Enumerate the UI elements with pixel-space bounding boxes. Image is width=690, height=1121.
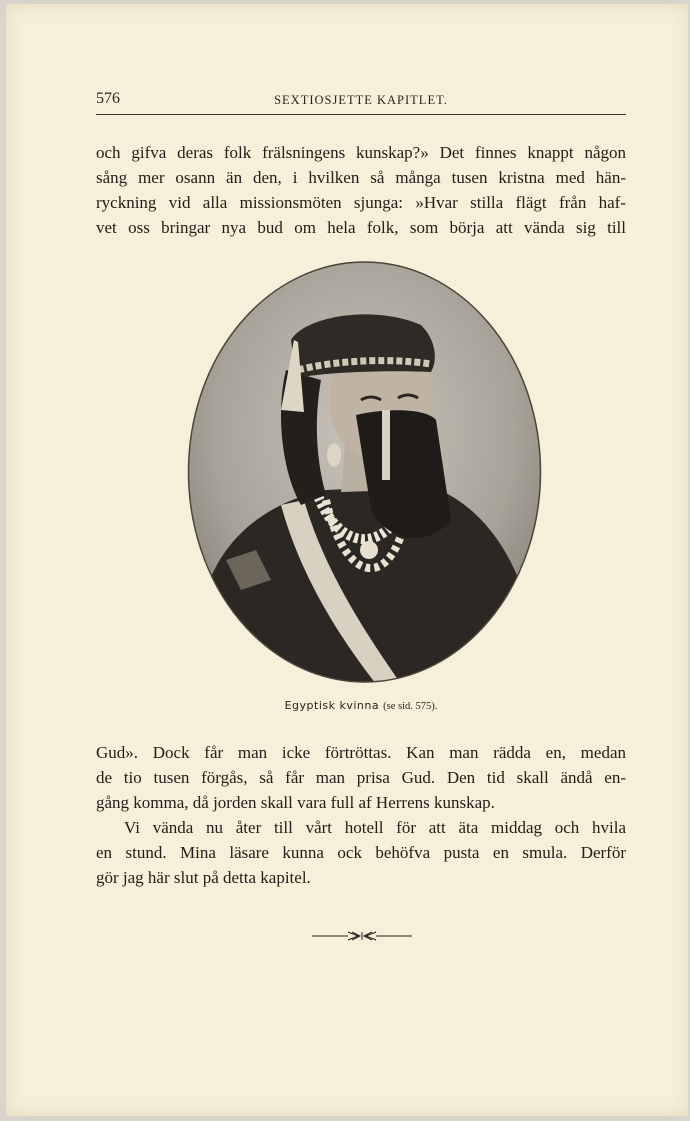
text-line: gång komma, då jorden skall vara full af Herrens kunskap. xyxy=(96,793,495,812)
text-line: gör jag här slut på detta kapitel. xyxy=(96,868,311,887)
caption-main: Egyptisk kvinna xyxy=(284,699,380,712)
portrait-illustration xyxy=(186,260,543,684)
text-line: Vi vända nu åter till vårt hotell för att äta middag och hvila xyxy=(124,818,626,837)
page-header xyxy=(96,90,626,115)
caption-reference: (se sid. 575). xyxy=(383,701,438,712)
running-head: SEXTIOSJETTE KAPITLET. xyxy=(274,93,448,107)
text-line: de tio tusen förgås, så får man prisa Gud. Den tid skall ändå en- xyxy=(96,768,626,787)
figure-caption xyxy=(96,699,626,712)
text-line: sång mer osann än den, i hvilken så många tusen kristna med hän- xyxy=(96,168,626,187)
text-line: ryckning vid alla missionsmöten sjunga: »Hvar stilla flägt från haf- xyxy=(96,193,626,212)
text-line: vet oss bringar nya bud om hela folk, som börja att vända sig till xyxy=(96,218,626,237)
text-line: en stund. Mina läsare kunna ock behöfva pusta en smula. Derför xyxy=(96,843,626,862)
paragraph-bottom xyxy=(96,740,626,890)
text-line: och gifva deras folk frälsningens kunskap?» Det finnes knappt någon xyxy=(96,143,626,162)
section-end-ornament xyxy=(312,929,412,943)
paragraph-top xyxy=(96,140,626,240)
text-line: Gud». Dock får man icke förtröttas. Kan man rädda en, medan xyxy=(96,743,626,762)
page-number: 576 xyxy=(96,90,120,107)
